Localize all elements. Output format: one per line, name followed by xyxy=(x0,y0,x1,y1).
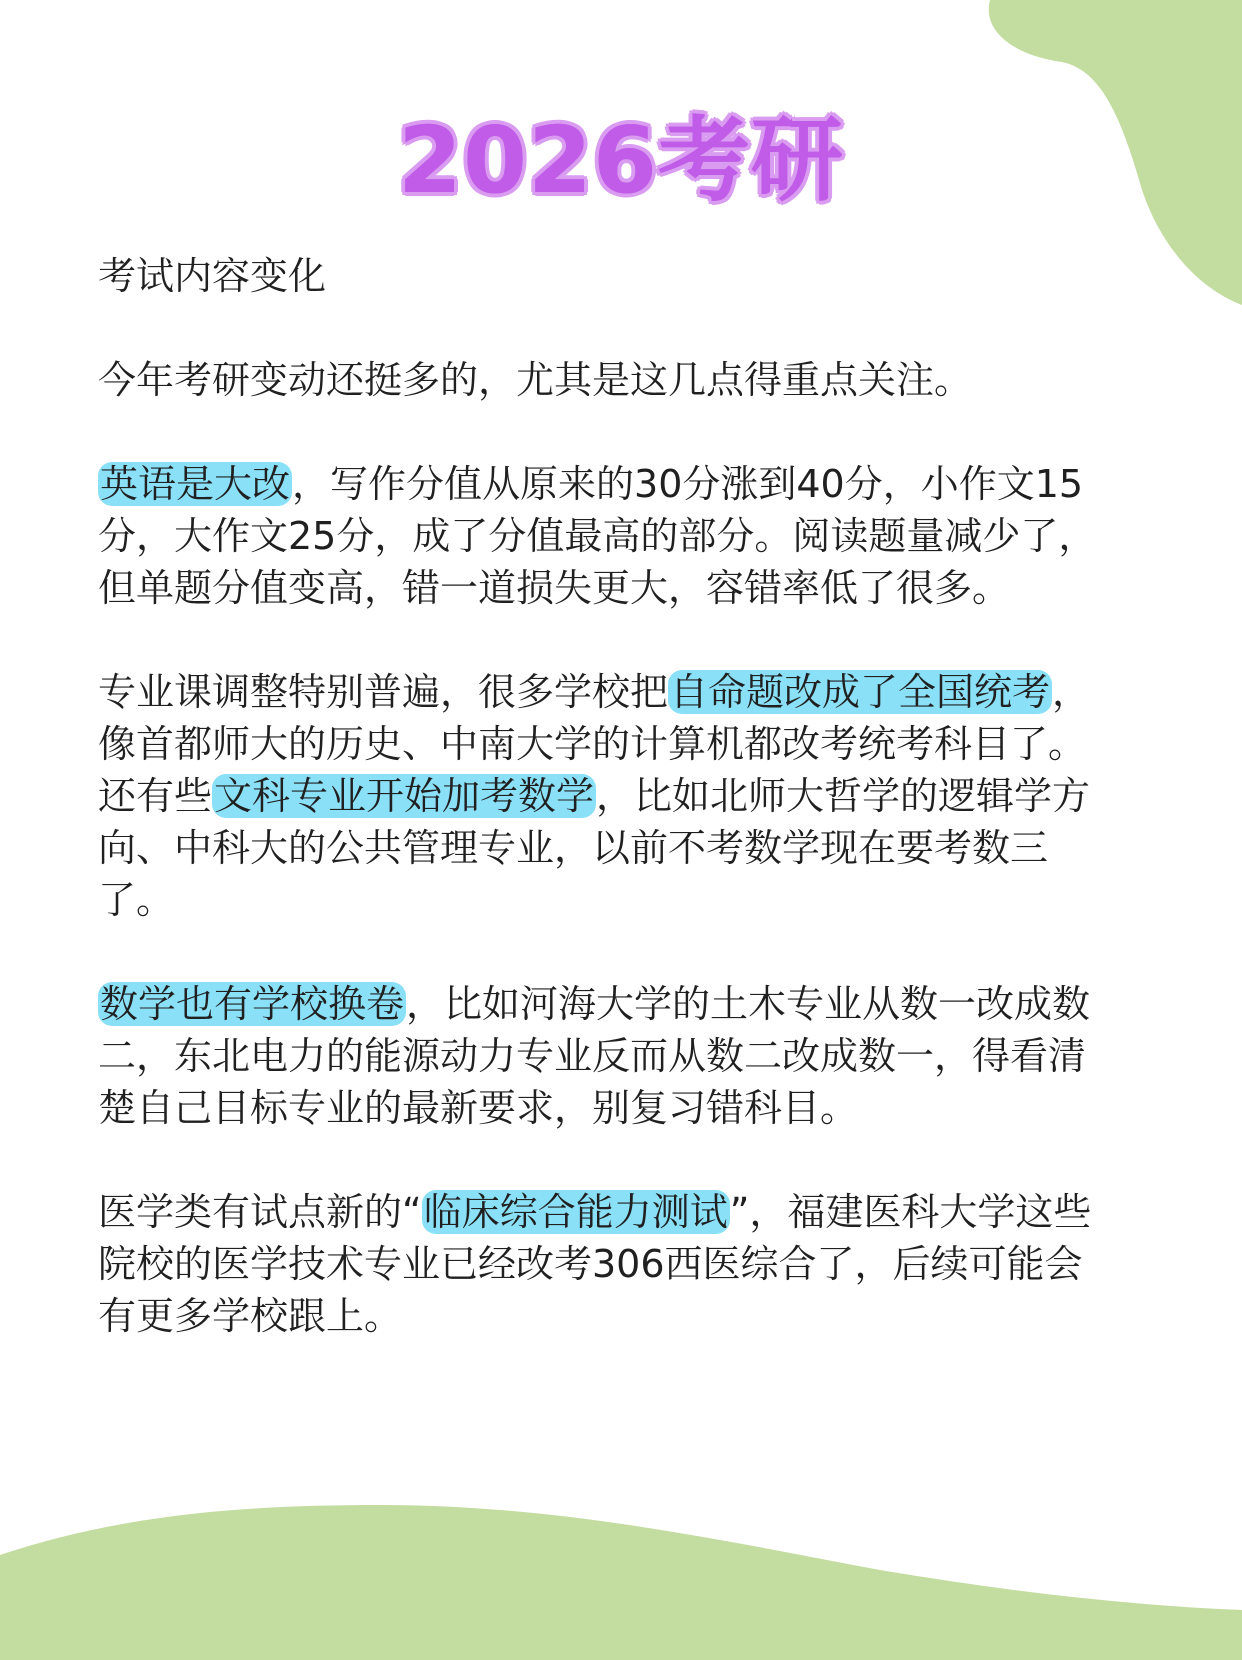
math-text: ，比如河海大学的土木专业从数一改成数二，东北电力的能源动力专业反而从数二改成数一，得看清楚自己目标专业的最新要求，别复习错科目。 xyxy=(98,982,1091,1130)
english-paragraph xyxy=(98,458,1098,614)
major-course-paragraph xyxy=(98,666,1098,926)
medical-paragraph xyxy=(98,1186,1098,1342)
highlight-math-change: 数学也有学校换卷 xyxy=(100,982,405,1026)
highlight-clinical-test: 临床综合能力测试 xyxy=(423,1190,728,1234)
page-title: 2026考研 xyxy=(397,107,845,214)
section-heading: 考试内容变化 xyxy=(98,254,327,298)
highlight-english: 英语是大改 xyxy=(100,462,291,506)
highlight-unified-exam: 自命题改成了全国统考 xyxy=(670,670,1051,714)
medical-text-2: ”，福建医科大学这些院校的医学技术专业已经改考306西医综合了，后续可能会有更多学校跟上。 xyxy=(98,1190,1092,1338)
medical-text-1: 医学类有试点新的“ xyxy=(98,1190,422,1234)
major-text-2: ，像首都师大的历史、中南大学的计算机都改考统考科目了。还有些 xyxy=(98,670,1091,818)
intro-paragraph: 今年考研变动还挺多的，尤其是这几点得重点关注。 xyxy=(98,358,973,402)
highlight-add-math: 文科专业开始加考数学 xyxy=(214,774,595,818)
decorative-blob-bottom xyxy=(0,1460,1242,1660)
article-body xyxy=(98,250,1098,1394)
major-text-1: 专业课调整特别普遍，很多学校把 xyxy=(98,670,669,714)
english-text: ，写作分值从原来的30分涨到40分，小作文15分，大作文25分，成了分值最高的部分。阅读题量减少了，但单题分值变高，错一道损失更大，容错率低了很多。 xyxy=(98,462,1097,610)
math-paragraph xyxy=(98,978,1098,1134)
major-text-3: ，比如北师大哲学的逻辑学方向、中科大的公共管理专业，以前不考数学现在要考数三了。 xyxy=(98,774,1091,922)
